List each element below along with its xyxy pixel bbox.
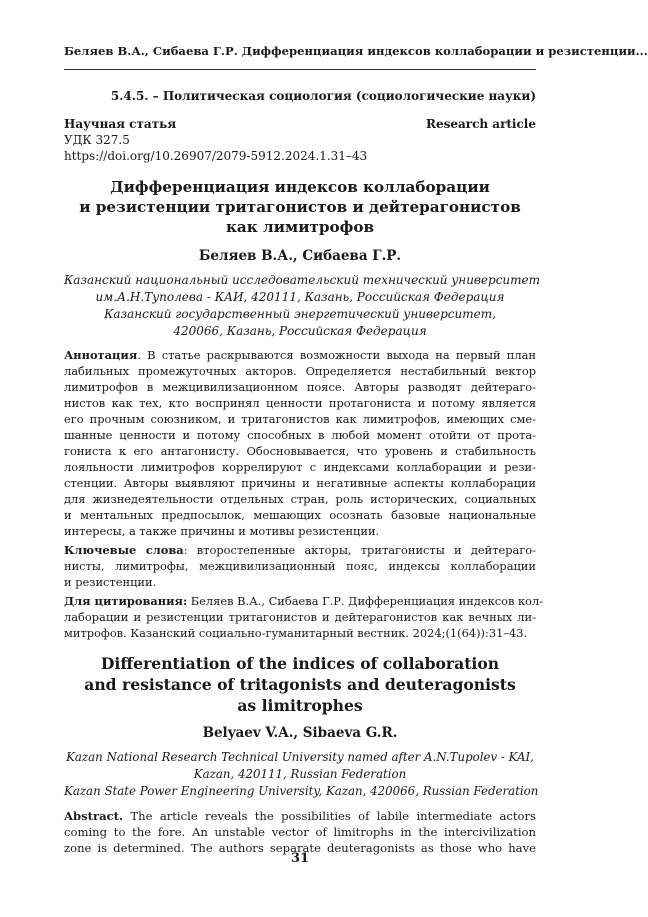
section-heading: 5.4.5. – Политическая социология (социологические науки) [110,89,536,103]
ru-affiliations [64,272,541,340]
ru-abstract-line: и ментальных предпосылок, мешающих осознать базовые национальные [64,508,536,522]
ru-citation-label: Для цитирования: [64,594,188,608]
ru-abstract-line: для жизнедеятельности отдельных стран, роль исторических, социальных [64,492,536,506]
running-head: Беляев В.А., Сибаева Г.Р. Дифференциация индексов коллаборации и резистенции... [64,44,648,58]
ru-abstract-line: гониста к его антагонисту. Обосновывается, что уровень и стабильность [64,444,536,458]
article-type-row [64,117,536,131]
ru-affiliation-line: 420066, Казань, Российская Федерация [173,324,427,338]
en-abstract-line: Abstract. The article reveals the possibilities of labile intermediate actors [64,809,536,823]
ru-abstract-line: нистов как тех, кто воспринял ценности протагониста и потому является [64,396,536,410]
ru-abstract-line: лояльности лимитрофов коррелируют с индексами коллаборации и рези- [64,460,536,474]
en-title-line: Differentiation of the indices of collaboration [100,654,500,673]
ru-title [64,177,536,237]
en-affiliation-line: Kazan State Power Engineering University, Kazan, 420066, Russian Federation [64,784,539,798]
ru-affiliation-line: им.А.Н.Туполева - КАИ, 420111, Казань, Российская Федерация [95,290,505,304]
ru-authors: Беляев В.А., Сибаева Г.Р. [198,248,402,264]
en-affiliations [64,749,539,800]
ru-abstract-line: стенции. Авторы выявляют причины и негативные аспекты коллаборации [64,476,536,490]
en-title-line: as limitrophes [237,696,363,715]
ru-affiliation-line: Казанский государственный энергетический университет, [104,307,496,321]
en-abstract-line: coming to the fore. An unstable vector of limitrophs in the intercivilization [64,825,536,839]
ru-title-line: и резистенции тритагонистов и дейтерагонистов [79,198,521,216]
article-type-en: Research article [425,117,536,131]
ru-citation-line: лаборации и резистенции тритагонистов и дейтерагонистов как вечных ли- [64,610,536,624]
en-title [64,653,536,716]
en-abstract-line: zone is determined. The authors separate deuteragonists as those who have [64,841,536,855]
ru-abstract [64,347,536,539]
doi-link[interactable]: https://doi.org/10.26907/2079-5912.2024.1.31–43 [64,149,368,163]
ru-keywords-line: и резистенции. [64,575,157,589]
ru-keywords-label: Ключевые слова [64,543,184,557]
en-abstract [64,808,536,856]
ru-keywords [64,542,536,590]
ru-citation-line: митрофов. Казанский социально-гуманитарный вестник. 2024;(1(64)):31–43. [64,626,528,640]
ru-abstract-line: интересы, а также причины и мотивы резистенции. [64,524,380,538]
header-rule [64,69,536,70]
en-title-line: and resistance of tritagonists and deuteragonists [84,675,516,694]
page-number: 31 [290,851,310,866]
article-type-ru: Научная статья [64,117,177,131]
ru-title-line: как лимитрофов [225,218,375,236]
ru-abstract-line: Аннотация. В статье раскрываются возможности выхода на первый план [64,348,536,362]
ru-affiliation-line: Казанский национальный исследовательский технический университет [64,273,541,287]
ru-abstract-line: шанные ценности и потому способных в любой момент отойти от прота- [64,428,536,442]
ru-citation [64,593,544,641]
ru-keywords-line: нисты, лимитрофы, межцивилизационный пояс, индексы коллаборации [64,559,536,573]
udc-code: УДК 327.5 [64,133,130,147]
en-affiliation-line: Kazan, 420111, Russian Federation [193,767,407,781]
en-authors: Belyaev V.A., Sibaeva G.R. [202,725,398,741]
ru-abstract-line: его прочным союзником, и тритагонистов как лимитрофов, имеющих сме- [64,412,536,426]
en-abstract-label: Abstract. [64,809,124,823]
ru-abstract-line: лабильных промежуточных акторов. Определяется нестабильный вектор [64,364,536,378]
ru-abstract-label: Аннотация [64,348,138,362]
ru-title-line: Дифференциация индексов коллаборации [110,178,490,196]
en-affiliation-line: Kazan National Research Technical University named after A.N.Tupolev - KAI, [66,750,534,764]
ru-citation-line: Для цитирования: Беляев В.А., Сибаева Г.Р. Дифференциация индексов кол- [64,594,544,608]
ru-abstract-line: лимитрофов в межцивилизационном поясе. Авторы разводят дейтераго- [64,380,536,394]
ru-keywords-line: Ключевые слова: второстепенные акторы, тритагонисты и дейтераго- [64,543,537,557]
